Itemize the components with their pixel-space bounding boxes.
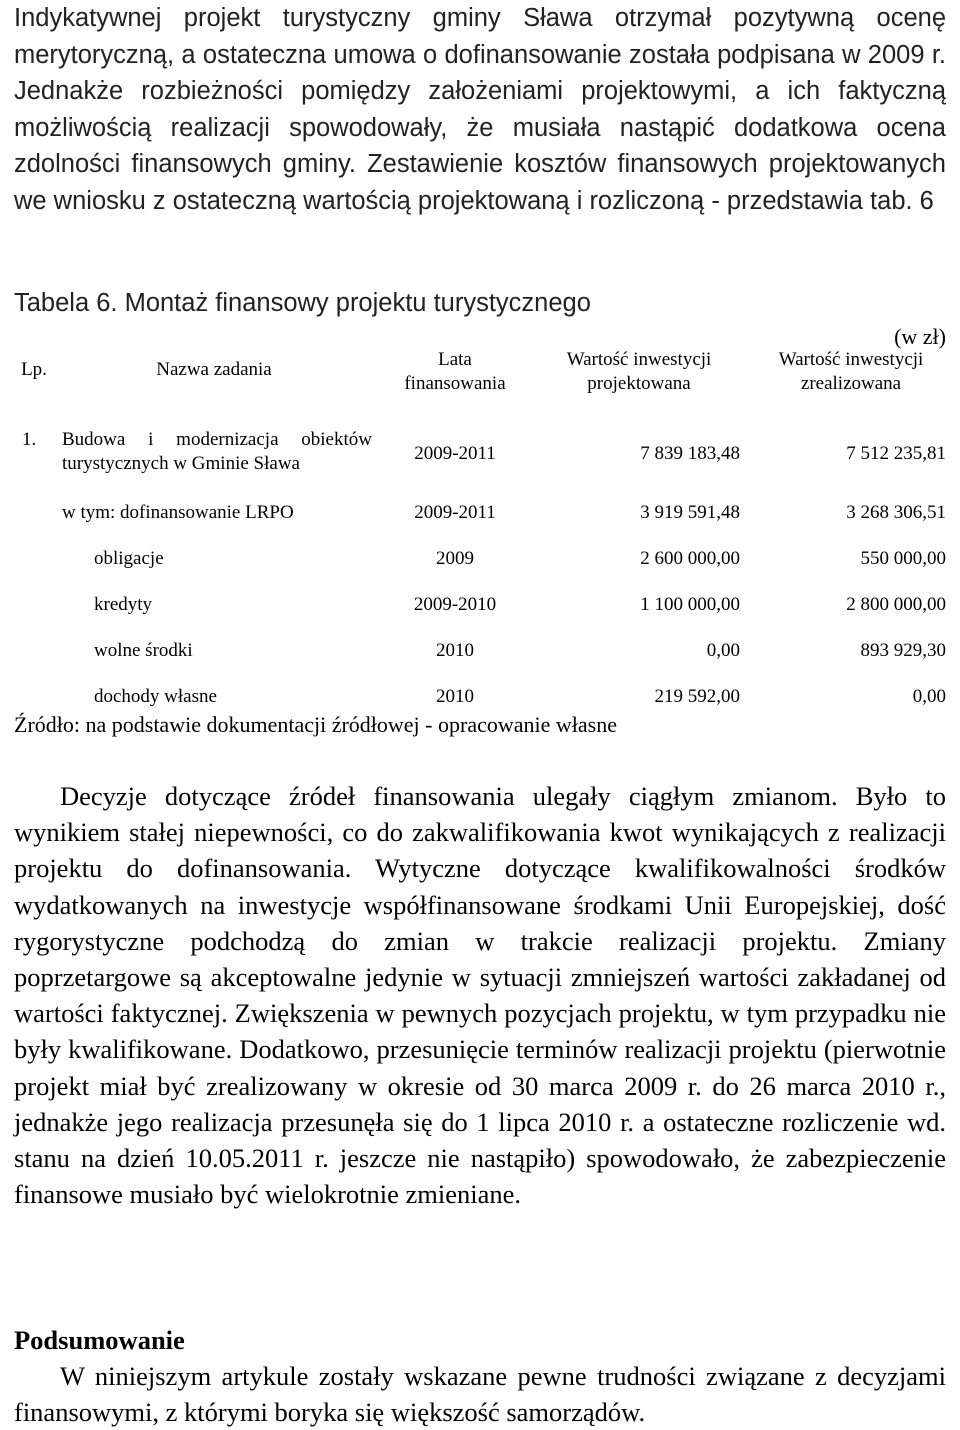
cell-name: wolne środki	[94, 640, 193, 661]
cell-years: 2010	[436, 640, 474, 661]
header-lp: Lp.	[21, 359, 47, 380]
cell-years: 2010	[436, 686, 474, 707]
cell-years: 2009-2011	[414, 502, 496, 523]
header-years-line2: finansowania	[404, 373, 506, 394]
table-unit: (w zł)	[894, 324, 946, 349]
main-paragraph: Decyzje dotyczące źródeł finansowania ulegały ciągłym zmianom. Było to wynikiem stałej niepewności, co do zakwalifikowania kwot wynikających z realizacji projektu do dofinansowania. Wytyczne dotyczące kwalifikowalności środków wydatkowanych na inwestycje współfinansowane środkami Unii Europejskiej, dość rygorystyczne podchodzą do zmian w trakcie realizacji projektu. Zmiany poprzetargowe są akceptowalne jedynie w sytuacji zmniejszeń wartości zakładanej od wartości faktycznej. Zwiększenia w pewnych pozycjach projektu, w tym przypadku nie były kwalifikowane. Dodatkowo, przesunięcie terminów realizacji projektu (pierwotnie projekt miał być zrealizowany w okresie od 30 marca 2009 r. do 26 marca 2010 r., jednakże jego realizacja przesunęła się do 1 lipca 2010 r. a ostateczne rozliczenie wd. stanu na dzień 10.05.2011 r. jeszcze nie nastąpiło) spowodowało, że zabezpieczenie finansowe musiało być wielokrotnie zmieniane.	[14, 781, 946, 1210]
cell-planned: 3 919 591,48	[640, 502, 740, 523]
header-name: Nazwa zadania	[156, 359, 272, 380]
header-planned-line1: Wartość inwestycji	[566, 349, 712, 370]
header-realized-line1: Wartość inwestycji	[778, 349, 924, 370]
cell-name: obligacje	[94, 548, 164, 569]
cell-years: 2009-2010	[413, 594, 497, 615]
cell-realized: 550 000,00	[860, 548, 946, 569]
cell-planned: 2 600 000,00	[640, 548, 740, 569]
financing-table	[14, 348, 950, 720]
cell-name: Budowa i modernizacja obiektów turystycznych w Gminie Sława	[62, 429, 372, 474]
cell-planned: 0,00	[706, 640, 740, 661]
cell-years: 2009	[436, 548, 474, 569]
cell-realized: 2 800 000,00	[846, 594, 946, 615]
table-row	[14, 582, 950, 628]
table-source-note: Źródło: na podstawie dokumentacji źródłowej - opracowanie własne	[14, 712, 617, 737]
cell-name: dochody własne	[94, 686, 217, 707]
table-row-main	[14, 418, 950, 490]
cell-realized: 0,00	[912, 686, 946, 707]
table-row	[14, 536, 950, 582]
table-title: Tabela 6. Montaż finansowy projektu turystycznego	[14, 289, 591, 317]
summary-heading: Podsumowanie	[14, 1325, 185, 1355]
intro-paragraph: Indykatywnej projekt turystyczny gminy Sława otrzymał pozytywną ocenę merytoryczną, a ostateczna umowa o dofinansowanie została podpisana w 2009 r. Jednakże rozbieżności pomiędzy założeniami projektowymi, a ich faktyczną możliwością realizacji spowodowały, że musiała nastąpić dodatkowa ocena zdolności finansowych gminy. Zestawienie kosztów finansowych projektowanych we wniosku z ostateczną wartością projektowaną i rozliczoną - przedstawia tab. 6	[14, 4, 946, 215]
header-realized-line2: zrealizowana	[800, 373, 902, 394]
cell-realized: 893 929,30	[860, 640, 946, 661]
cell-planned: 7 839 183,48	[640, 443, 740, 464]
cell-realized: 3 268 306,51	[846, 502, 946, 523]
table-row	[14, 628, 950, 674]
cell-name: w tym: dofinansowanie LRPO	[62, 502, 294, 523]
cell-years: 2009-2011	[414, 443, 496, 464]
cell-realized: 7 512 235,81	[846, 443, 946, 464]
cell-planned: 1 100 000,00	[640, 594, 740, 615]
header-years-line1: Lata	[438, 349, 472, 370]
cell-planned: 219 592,00	[654, 686, 740, 707]
header-planned-line2: projektowana	[587, 373, 691, 394]
cell-lp: 1.	[22, 429, 37, 450]
table-header	[14, 348, 950, 418]
summary-paragraph: W niniejszym artykule zostały wskazane pewne trudności związane z decyzjami finansowymi, z którymi boryka się większość samorządów.	[14, 1361, 946, 1428]
table-row-subtotal	[14, 490, 950, 536]
cell-name: kredyty	[94, 594, 153, 615]
